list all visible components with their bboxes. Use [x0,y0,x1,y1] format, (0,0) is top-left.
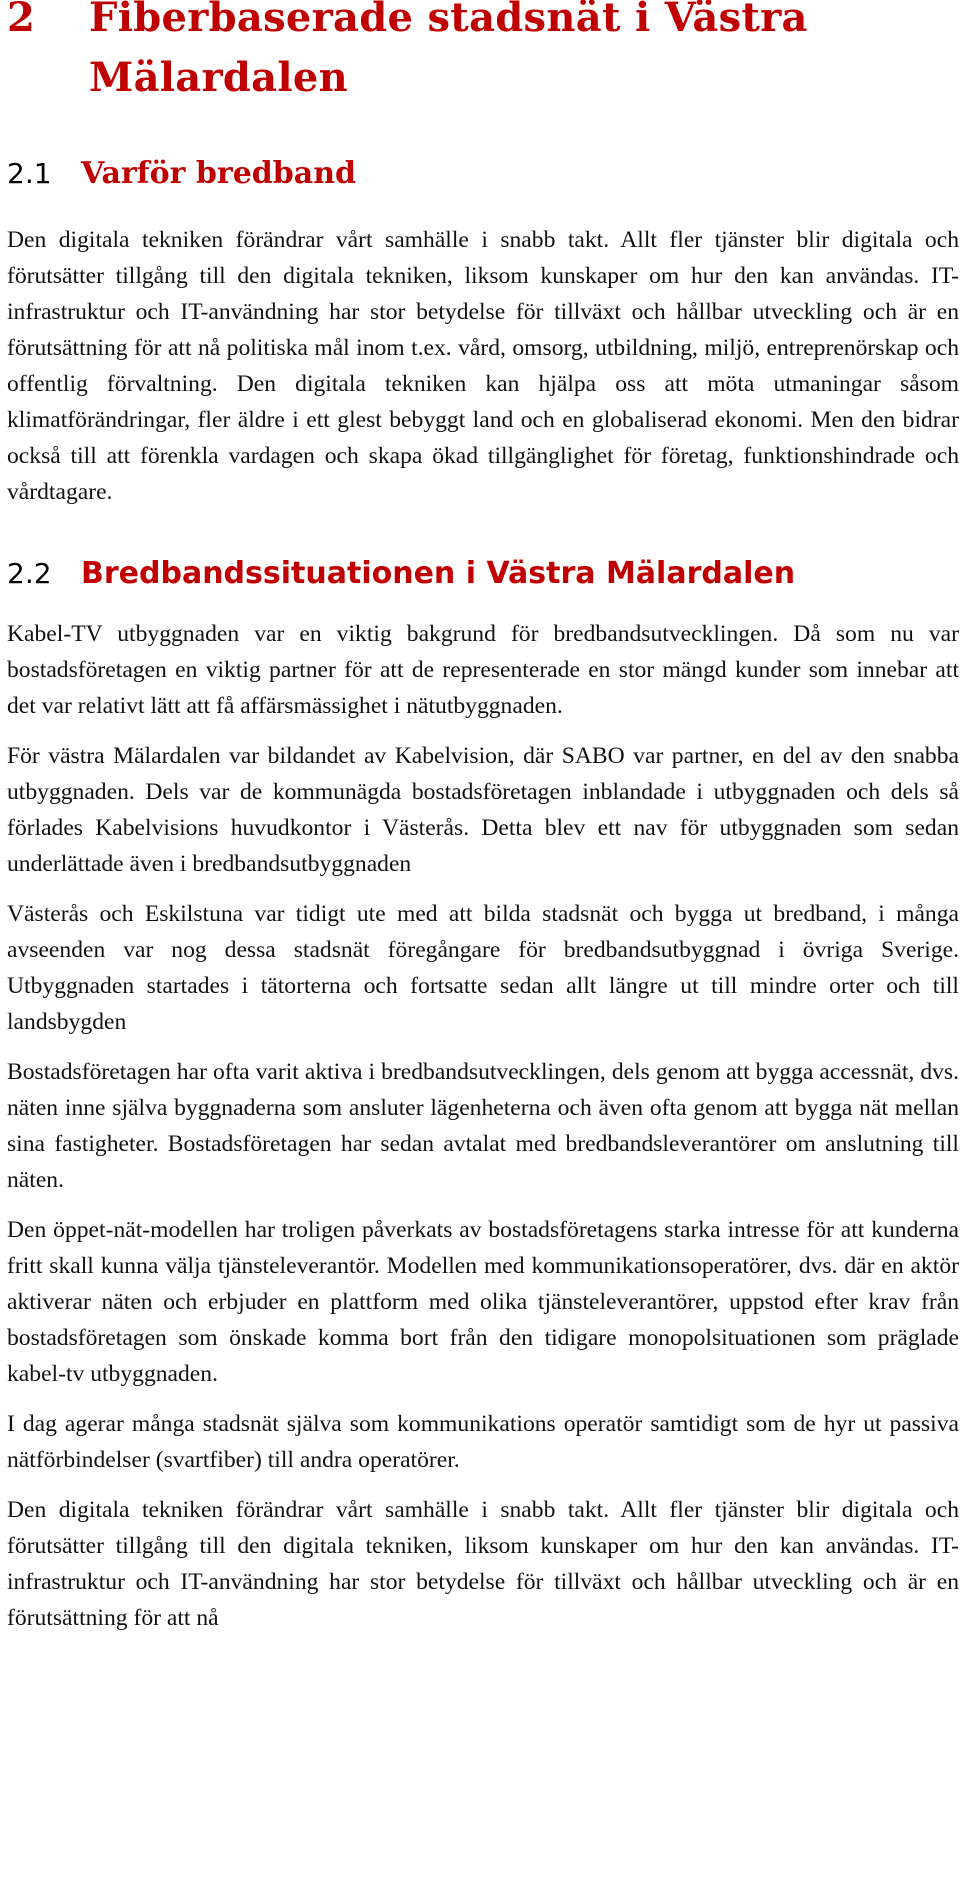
document-page [7,0,959,1884]
section-title: Varför bredband [81,156,356,191]
section-number: 2.1 [7,157,52,190]
paragraph: Den digitala tekniken förändrar vårt samhälle i snabb takt. Allt fler tjänster blir digitala och förutsätter tillgång till den digitala tekniken, liksom kunskaper om hur den kan användas. IT-infrastruktur och IT-användning har stor betydelse för tillväxt och hållbar utveckling och är en förutsättning för att nå [7,1497,959,1631]
section-title: Bredbandssituationen i Västra Mälardalen [81,556,796,591]
chapter-title-line2: Mälardalen [89,54,348,101]
chapter-number: 2 [7,0,36,41]
chapter-title-line1: Fiberbaserade stadsnät i Västra [89,0,808,41]
paragraph: För västra Mälardalen var bildandet av Kabelvision, där SABO var partner, en del av den snabba utbyggnaden. Dels var de kommunägda bostadsföretagen inblandade i utbyggnaden och dels så förlades Kabelvisions huvudkontor i Västerås. Detta blev ett nav för utbyggnaden som sedan underlättade även i bredbandsutbyggnaden [7,743,959,877]
paragraph: Västerås och Eskilstuna var tidigt ute med att bilda stadsnät och bygga ut bredband, i många avseenden var nog dessa stadsnät föregångare för bredbandsutbyggnad i övriga Sverige. Utbyggnaden startades i tätorterna och fortsatte sedan allt längre ut till mindre orter och till landsbygden [7,901,959,1035]
chapter-heading [7,0,959,108]
section-heading-2-1 [7,154,959,194]
paragraph: I dag agerar många stadsnät själva som kommunikations operatör samtidigt som de hyr ut passiva nätförbindelser (svartfiber) till andra operatörer. [7,1411,959,1473]
section-number: 2.2 [7,557,52,590]
paragraph: Den digitala tekniken förändrar vårt samhälle i snabb takt. Allt fler tjänster blir digitala och förutsätter tillgång till den digitala tekniken, liksom kunskaper om hur den kan användas. IT-infrastruktur och IT-användning har stor betydelse för tillväxt och hållbar utveckling och är en förutsättning för att nå politiska mål inom t.ex. vård, omsorg, utbildning, miljö, entreprenörskap och offentlig förvaltning. Den digitala tekniken kan hjälpa oss att möta utmaningar såsom klimatförändringar, fler äldre i ett glest bebyggt land och en globaliserad ekonomi. Men den bidrar också till att förenkla vardagen och skapa ökad tillgänglighet för företag, funktionshindrade och vårdtagare. [7,227,959,505]
chapter-title [89,0,808,108]
section-heading-2-2 [7,554,959,594]
paragraph: Den öppet-nät-modellen har troligen påverkats av bostadsföretagens starka intresse för att kunderna fritt skall kunna välja tjänsteleverantör. Modellen med kommunikationsoperatörer, dvs. där en aktör aktiverar näten och erbjuder en plattform med olika tjänsteleverantörer, uppstod efter krav från bostadsföretagen som önskade komma bort från den tidigare monopolsituationen som präglade kabel-tv utbyggnaden. [7,1217,959,1387]
paragraph: Kabel-TV utbyggnaden var en viktig bakgrund för bredbandsutvecklingen. Då som nu var bostadsföretagen en viktig partner för att de representerade en stor mängd kunder som innebar att det var relativt lätt att få affärsmässighet i nätutbyggnaden. [7,621,959,719]
paragraph: Bostadsföretagen har ofta varit aktiva i bredbandsutvecklingen, dels genom att bygga accessnät, dvs. näten inne själva byggnaderna som ansluter lägenheterna och även ofta genom att bygga nät mellan sina fastigheter. Bostadsföretagen har sedan avtalat med bredbandsleverantörer om anslutning till näten. [7,1059,959,1193]
